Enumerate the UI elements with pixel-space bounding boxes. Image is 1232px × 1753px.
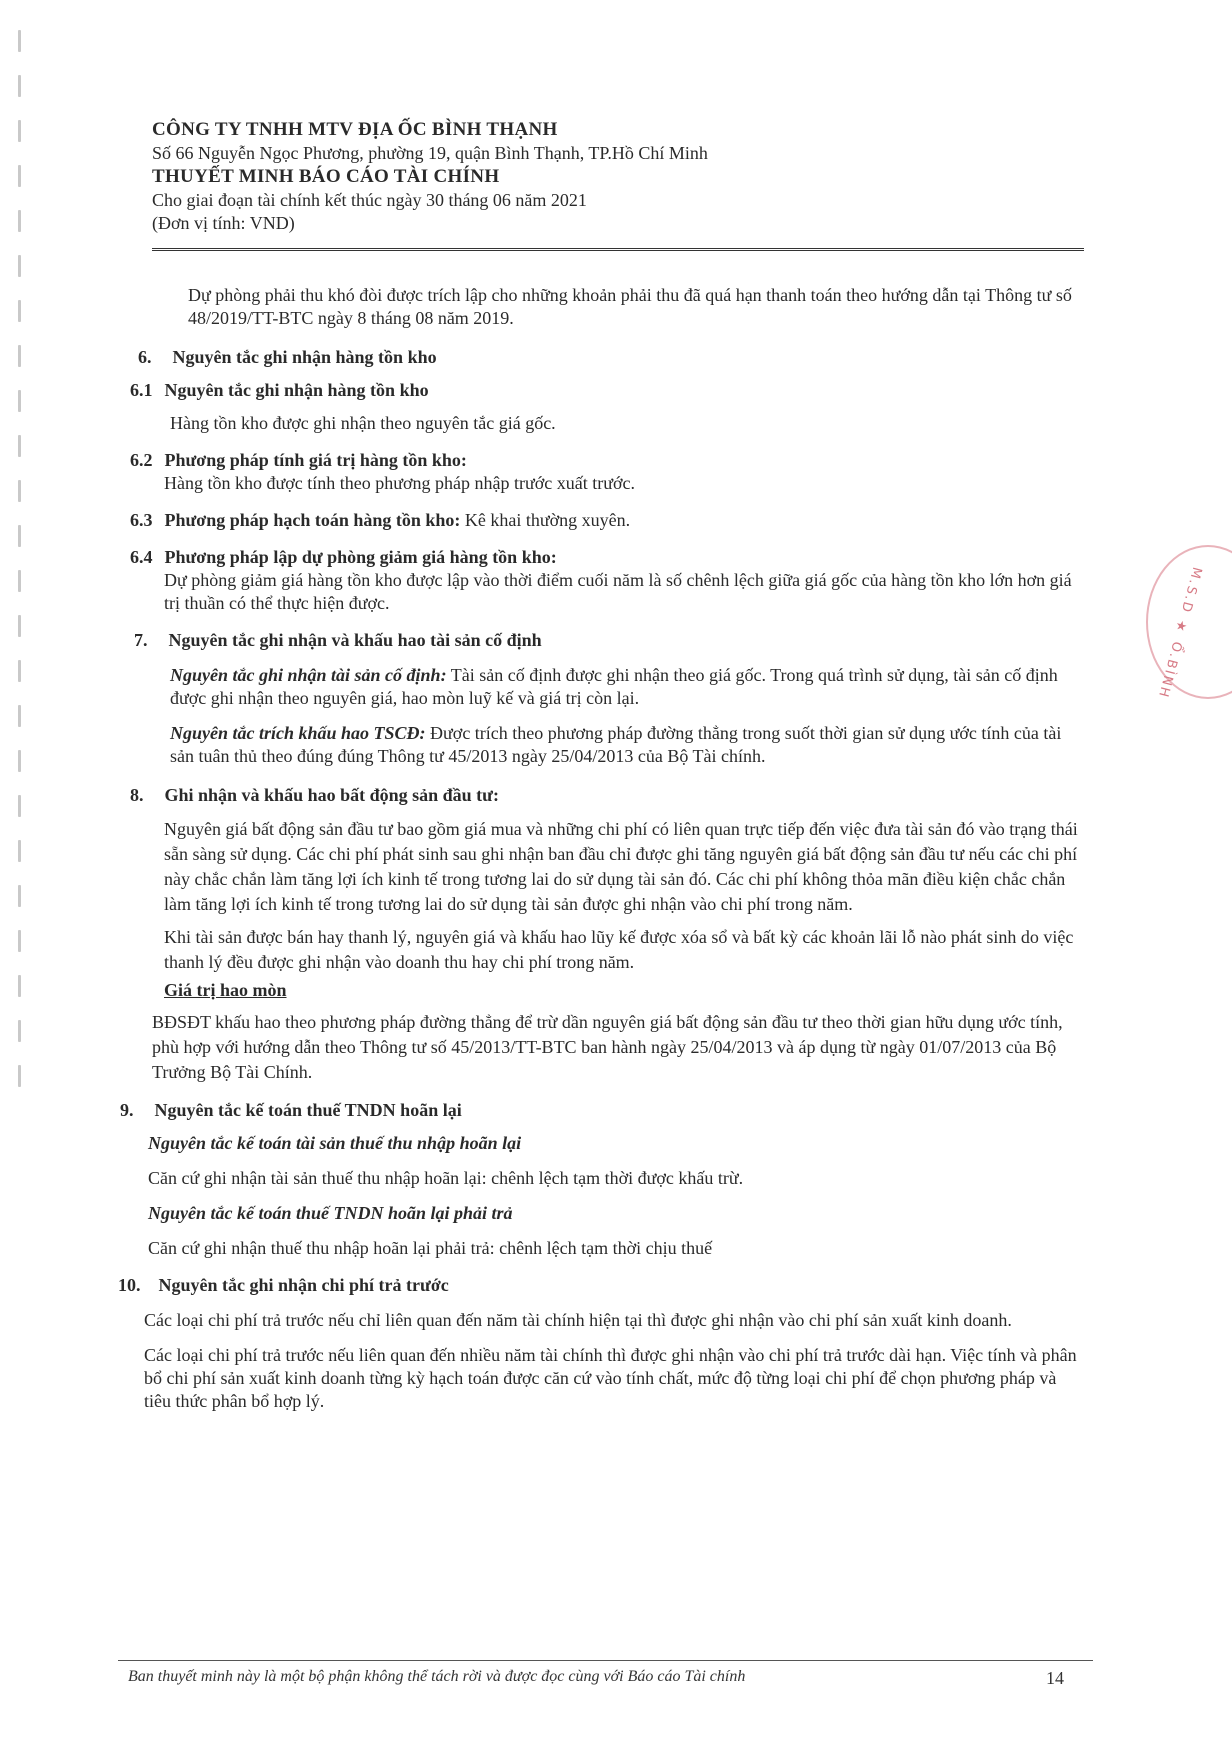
paragraph-text: Được trích theo phương pháp đường thẳng trong suốt thời gian sử dụng ước tính của tài sản tuân thủ theo đúng đúng Thông tư 45/2013 ngày 25/04/2013 của Bộ Tài chính. [170, 723, 1062, 766]
section-8-paragraph-1: Nguyên giá bất động sản đầu tư bao gồm giá mua và những chi phí có liên quan trực tiếp đến việc đưa tài sản đó vào trạng thái sẵn sàng sử dụng. Các chi phí phát sinh sau ghi nhận ban đầu chỉ được ghi tăng nguyên giá bất động sản đầu tư nếu các chi phí này chắc chắn làm tăng lợi ích kinh tế trong tương lai do sử dụng tài sản đó. Các chi phí không thỏa mãn điều kiện chắc chắn làm tăng lợi ích kinh tế trong tương lai do sử dụng tài sản được ghi nhận vào chi phí trong năm. [164, 819, 1078, 914]
document-header [152, 118, 1092, 235]
section-number: 6.2 [130, 450, 153, 470]
section-9-subheading-2 [130, 1202, 1080, 1225]
section-10-paragraph-1: Các loại chi phí trả trước nếu chỉ liên quan đến năm tài chính hiện tại thì được ghi nhận vào chi phí sản xuất kinh doanh. [144, 1310, 1012, 1330]
report-title: THUYẾT MINH BÁO CÁO TÀI CHÍNH [152, 166, 500, 187]
company-address: Số 66 Nguyễn Ngọc Phương, phường 19, quận Bình Thạnh, TP.Hồ Chí Minh [152, 143, 708, 163]
subheading-text: Nguyên tắc kế toán thuế TNDN hoãn lại phải trả [148, 1203, 513, 1223]
section-6-1-text: Hàng tồn kho được ghi nhận theo nguyên tắc giá gốc. [170, 413, 556, 433]
footer-note: Ban thuyết minh này là một bộ phận không thể tách rời và được đọc cùng với Báo cáo Tài chính [128, 1668, 746, 1685]
section-8-paragraph-2: Khi tài sản được bán hay thanh lý, nguyên giá và khấu hao lũy kế được xóa sổ và bất kỳ các khoản lãi lỗ nào phát sinh do việc thanh lý đều được ghi nhận vào doanh thu hay chi phí trong năm. [164, 927, 1074, 972]
company-name: CÔNG TY TNHH MTV ĐỊA ỐC BÌNH THẠNH [152, 119, 558, 140]
inline-label: Nguyên tắc trích khấu hao TSCĐ: [170, 723, 426, 743]
section-number: 6. [138, 347, 152, 367]
section-7-paragraph-1 [130, 664, 1080, 710]
section-9-paragraph-2: Căn cứ ghi nhận thuế thu nhập hoãn lại phải trả: chênh lệch tạm thời chịu thuế [148, 1238, 713, 1258]
section-6-4-text: Dự phòng giảm giá hàng tồn kho được lập vào thời điểm cuối năm là số chênh lệch giữa giá gốc của hàng tồn kho lớn hơn giá trị thuần có thể thực hiện được. [164, 570, 1072, 613]
section-9-paragraph-1: Căn cứ ghi nhận tài sản thuế thu nhập hoãn lại: chênh lệch tạm thời được khấu trừ. [148, 1168, 744, 1188]
inline-label: Nguyên tắc ghi nhận tài sản cố định: [170, 665, 447, 685]
seal-text: M.S.D ★ Ổ.BÌNH [1154, 565, 1205, 701]
section-6-2-heading [130, 449, 1080, 472]
page-number: 14 [1046, 1668, 1064, 1688]
section-title: Nguyên tắc ghi nhận hàng tồn kho [172, 347, 437, 367]
section-title: Phương pháp lập dự phòng giảm giá hàng tồn kho: [164, 547, 557, 567]
section-8-subheading [130, 979, 1080, 1002]
section-10-heading [118, 1274, 1080, 1297]
section-number: 7. [134, 630, 148, 650]
section-number: 6.4 [130, 547, 153, 567]
section-8-heading [130, 784, 1080, 807]
report-period: Cho giai đoạn tài chính kết thúc ngày 30 tháng 06 năm 2021 [152, 190, 587, 210]
section-10-paragraph-2: Các loại chi phí trả trước nếu liên quan đến nhiều năm tài chính thì được ghi nhận vào chi phí trả trước dài hạn. Việc tính và phân bổ chi phí sản xuất kinh doanh từng kỳ hạch toán được căn cứ vào tính chất, mức độ từng loại chi phí để chọn phương pháp và tiêu thức phân bổ hợp lý. [144, 1345, 1077, 1411]
section-number: 6.1 [130, 380, 153, 400]
section-title: Nguyên tắc ghi nhận và khấu hao tài sản cố định [168, 630, 542, 650]
intro-paragraph: Dự phòng phải thu khó đòi được trích lập cho những khoản phải thu đã quá hạn thanh toán theo hướng dẫn tại Thông tư số 48/2019/TT-BTC ngày 8 tháng 08 năm 2019. [188, 285, 1072, 328]
section-6-3-text: Kê khai thường xuyên. [464, 510, 631, 530]
section-title: Nguyên tắc ghi nhận hàng tồn kho [164, 380, 429, 400]
section-7-paragraph-2 [130, 722, 1080, 768]
section-8-paragraph-3: BĐSĐT khấu hao theo phương pháp đường thẳng để trừ dần nguyên giá bất động sản đầu tư theo thời gian hữu dụng ước tính, phù hợp với hướng dẫn theo Thông tư số 45/2013/TT-BTC ban hành ngày 25/04/2013 và áp dụng từ ngày 01/07/2013 của Bộ Trưởng Bộ Tài Chính. [152, 1012, 1063, 1082]
section-6-4-heading [130, 546, 1080, 569]
section-6-heading [130, 346, 1080, 369]
section-title: Phương pháp tính giá trị hàng tồn kho: [164, 450, 467, 470]
section-6-3-heading [130, 509, 1080, 532]
section-9-subheading-1 [130, 1132, 1080, 1155]
document-body [118, 268, 1080, 1413]
section-9-heading [120, 1099, 1080, 1122]
section-title: Nguyên tắc ghi nhận chi phí trả trước [158, 1275, 449, 1295]
subheading-text: Nguyên tắc kế toán tài sản thuế thu nhập hoãn lại [148, 1133, 522, 1153]
section-title: Ghi nhận và khấu hao bất động sản đầu tư: [164, 785, 499, 805]
section-number: 10. [118, 1275, 141, 1295]
footer-divider [118, 1660, 1093, 1661]
section-6-1-heading [130, 379, 1080, 402]
binding-marks [14, 20, 32, 1200]
header-divider [152, 248, 1084, 251]
subheading-text: Giá trị hao mòn [164, 980, 287, 1000]
section-7-heading [130, 629, 1080, 652]
section-number: 9. [120, 1100, 134, 1120]
section-6-2-text: Hàng tồn kho được tính theo phương pháp nhập trước xuất trước. [164, 473, 636, 493]
section-number: 6.3 [130, 510, 153, 530]
paragraph-text: Tài sản cố định được ghi nhận theo giá gốc. Trong quá trình sử dụng, tài sản cố định được ghi nhận theo nguyên giá, hao mòn luỹ kế và giá trị còn lại. [170, 665, 1058, 708]
section-title: Nguyên tắc kế toán thuế TNDN hoãn lại [154, 1100, 462, 1120]
section-title: Phương pháp hạch toán hàng tồn kho: [164, 510, 461, 530]
section-number: 8. [130, 785, 144, 805]
currency-unit: (Đơn vị tính: VND) [152, 213, 295, 233]
